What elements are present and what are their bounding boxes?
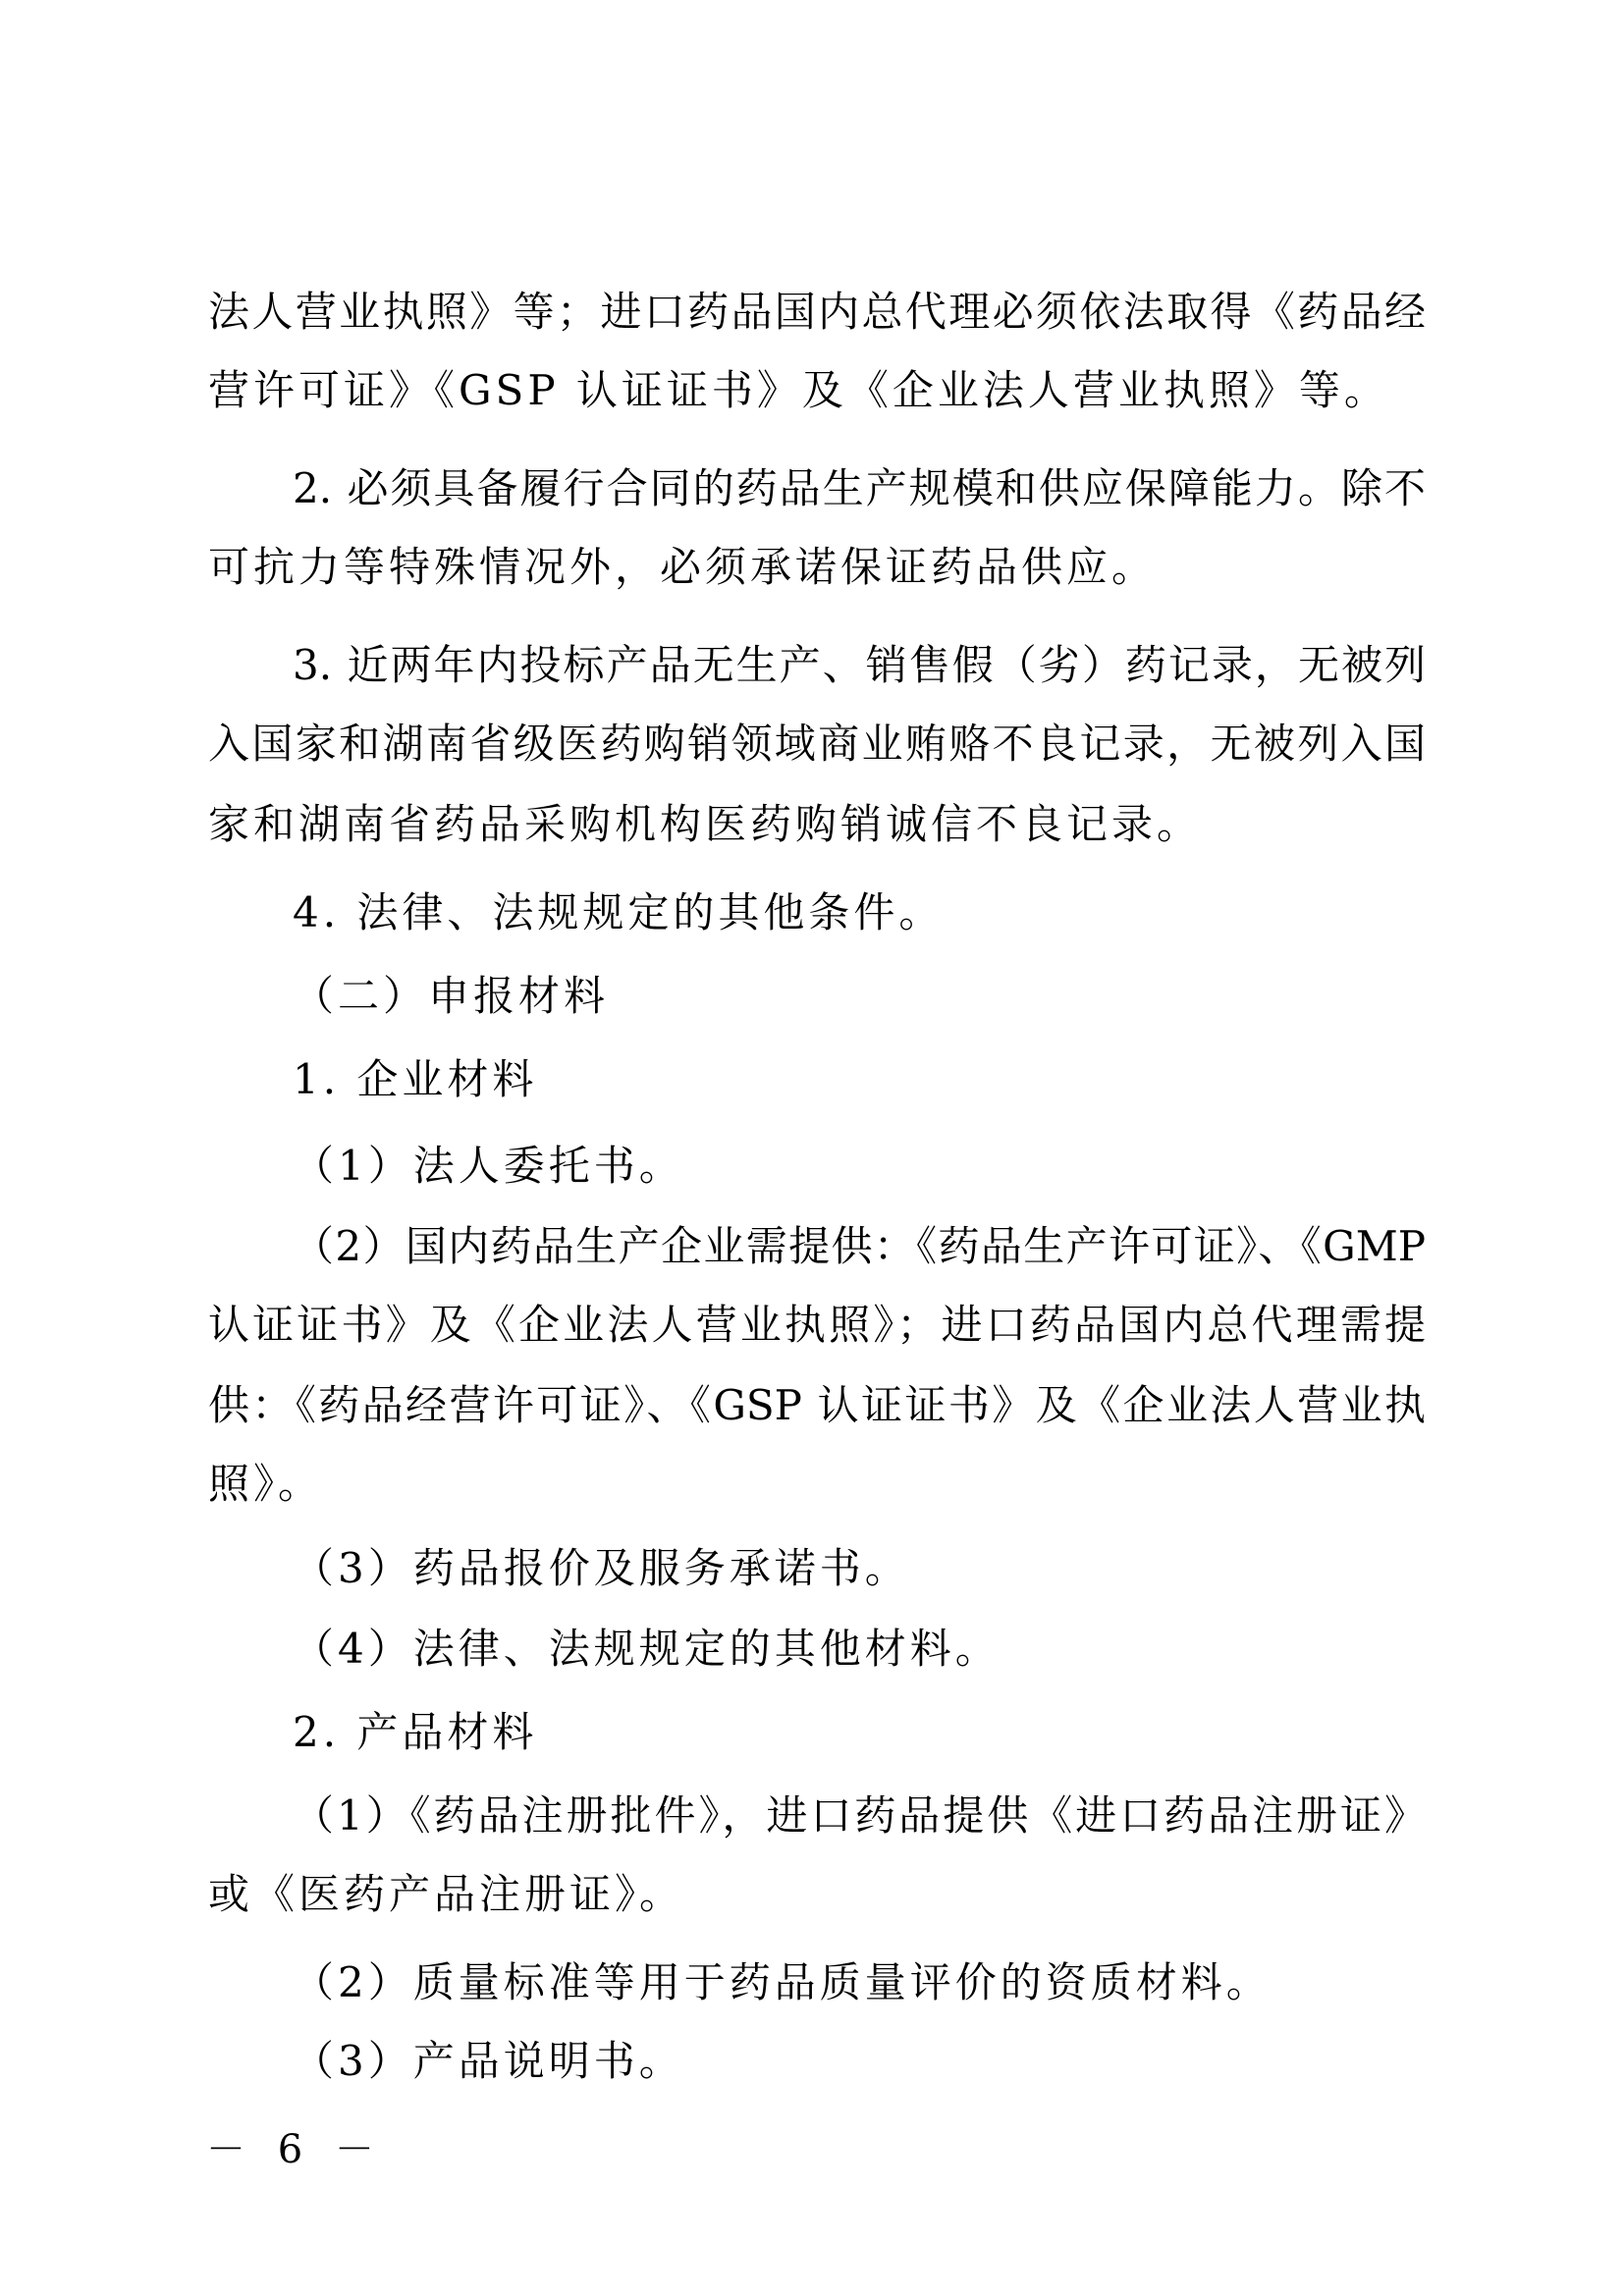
subsection-heading: 1. 企业材料	[293, 1055, 538, 1103]
text-line: 照》。	[208, 1460, 324, 1508]
text-line: 法人营业执照》等；进口药品国内总代理必须依法取得《药品经	[208, 288, 1426, 336]
text-line: 可抗力等特殊情况外，必须承诺保证药品供应。	[208, 543, 1158, 591]
text-line: 家和湖南省药品采购机构医药购销诚信不良记录。	[208, 800, 1203, 848]
text-line: 2. 必须具备履行合同的药品生产规模和供应保障能力。除不	[293, 464, 1426, 512]
list-item: （3）产品说明书。	[293, 2037, 684, 2085]
section-heading: （二）申报材料	[293, 972, 610, 1020]
list-item: （1）《药品注册批件》，进口药品提供《进口药品注册证》	[293, 1791, 1426, 1840]
text-line: 4. 法律、法规规定的其他条件。	[293, 888, 945, 936]
subsection-heading: 2. 产品材料	[293, 1708, 538, 1756]
list-item: （4）法律、法规规定的其他材料。	[293, 1625, 1001, 1673]
list-item: （2）质量标准等用于药品质量评价的资质材料。	[293, 1958, 1272, 2006]
page-number: － 6 －	[206, 2127, 384, 2172]
list-item: （2）国内药品生产企业需提供：《药品生产许可证》、《GMP	[293, 1222, 1426, 1270]
text-line: 供：《药品经营许可证》、《GSP 认证证书》及《企业法人营业执	[208, 1381, 1426, 1429]
text-line: 认证证书》及《企业法人营业执照》；进口药品国内总代理需提	[208, 1301, 1426, 1349]
list-item: （1）法人委托书。	[293, 1142, 684, 1190]
text-line: 3. 近两年内投标产品无生产、销售假（劣）药记录，无被列	[293, 641, 1426, 689]
list-item: （3）药品报价及服务承诺书。	[293, 1544, 910, 1592]
text-line: 营许可证》《GSP 认证证书》及《企业法人营业执照》等。	[208, 366, 1389, 414]
text-line: 入国家和湖南省级医药购销领域商业贿赂不良记录，无被列入国	[208, 720, 1426, 768]
text-line: 或《医药产品注册证》。	[208, 1870, 685, 1918]
